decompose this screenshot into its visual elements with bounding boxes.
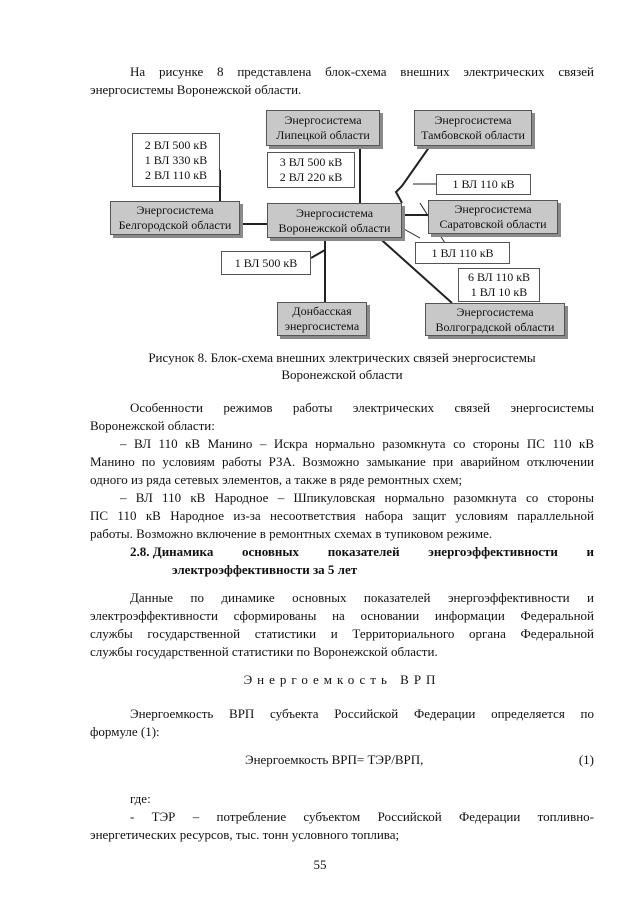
formula-number: (1) (578, 752, 594, 767)
block-diagram (90, 100, 594, 345)
node-tambov: Энергосистема Тамбовской области (414, 110, 532, 146)
formula (90, 752, 594, 770)
figure-caption: Рисунок 8. Блок-схема внешних электрических связей энергосистемы Воронежской области (148, 350, 536, 382)
where-paragraph: где: - ТЭР – потребление субъектом Российской Федерации топливно- энергетических ресурсов, тыс. тонн условного топлива; (90, 791, 594, 842)
link-tambov: 1 ВЛ 110 кВ (436, 174, 531, 195)
node-voronezh: Энергосистема Воронежской области (267, 203, 402, 238)
node-donbass: Донбасская энергосистема (277, 302, 367, 336)
intro-paragraph: На рисунке 8 представлена блок-схема внешних электрических связей энергосистемы Воронежской области. (90, 64, 594, 97)
page-number: 55 (313, 857, 327, 872)
section-heading: 2.8. Динамика основных показателей энергоэффективности и электроэффективности за 5 лет (130, 544, 594, 577)
formula-text: Энергоемкость ВРП= ТЭР/ВРП, (245, 752, 424, 767)
features-paragraph: Особенности режимов работы электрических связей энергосистемы Воронежской области: – ВЛ 110 кВ Манино – Искра нормально разомкнута со стороны ПС 110 кВ Манино по условиям работы РЗА. Возможно замыкание при аварийном отключении одного из ряда сетевых элементов, а также в ряде ремонтных схем; – ВЛ 110 кВ Народное – Шпикуловская нормально разомкнута со стороны ПС 110 кВ Народное из-за несоответствия набора защит условиям параллельной работы. Возможно включение в ремонтных схемах в тупиковом режиме. (90, 400, 594, 541)
link-lipetsk: 3 ВЛ 500 кВ 2 ВЛ 220 кВ (267, 152, 355, 188)
data-paragraph: Данные по динамике основных показателей энергоэффективности и электроэффективности сформированы на основании информации Федеральной службы государственной статистики и Территориального органа Федеральной службы государственной статистики по Воронежской области. (90, 590, 594, 659)
spaced-title: Энергоемкость ВРП (243, 672, 441, 687)
link-saratov: 1 ВЛ 110 кВ (415, 242, 510, 264)
node-lipetsk: Энергосистема Липецкой области (266, 110, 380, 146)
link-belgorod: 2 ВЛ 500 кВ 1 ВЛ 330 кВ 2 ВЛ 110 кВ (132, 133, 220, 187)
node-belgorod: Энергосистема Белгородской области (110, 201, 240, 235)
node-saratov: Энергосистема Саратовской области (428, 200, 558, 234)
link-volgograd: 6 ВЛ 110 кВ 1 ВЛ 10 кВ (458, 268, 540, 302)
definition-paragraph: Энергоемкость ВРП субъекта Российской Федерации определяется по формуле (1): (90, 706, 594, 739)
link-donbass: 1 ВЛ 500 кВ (221, 251, 311, 275)
node-volgograd: Энергосистема Волгоградской области (425, 303, 565, 336)
